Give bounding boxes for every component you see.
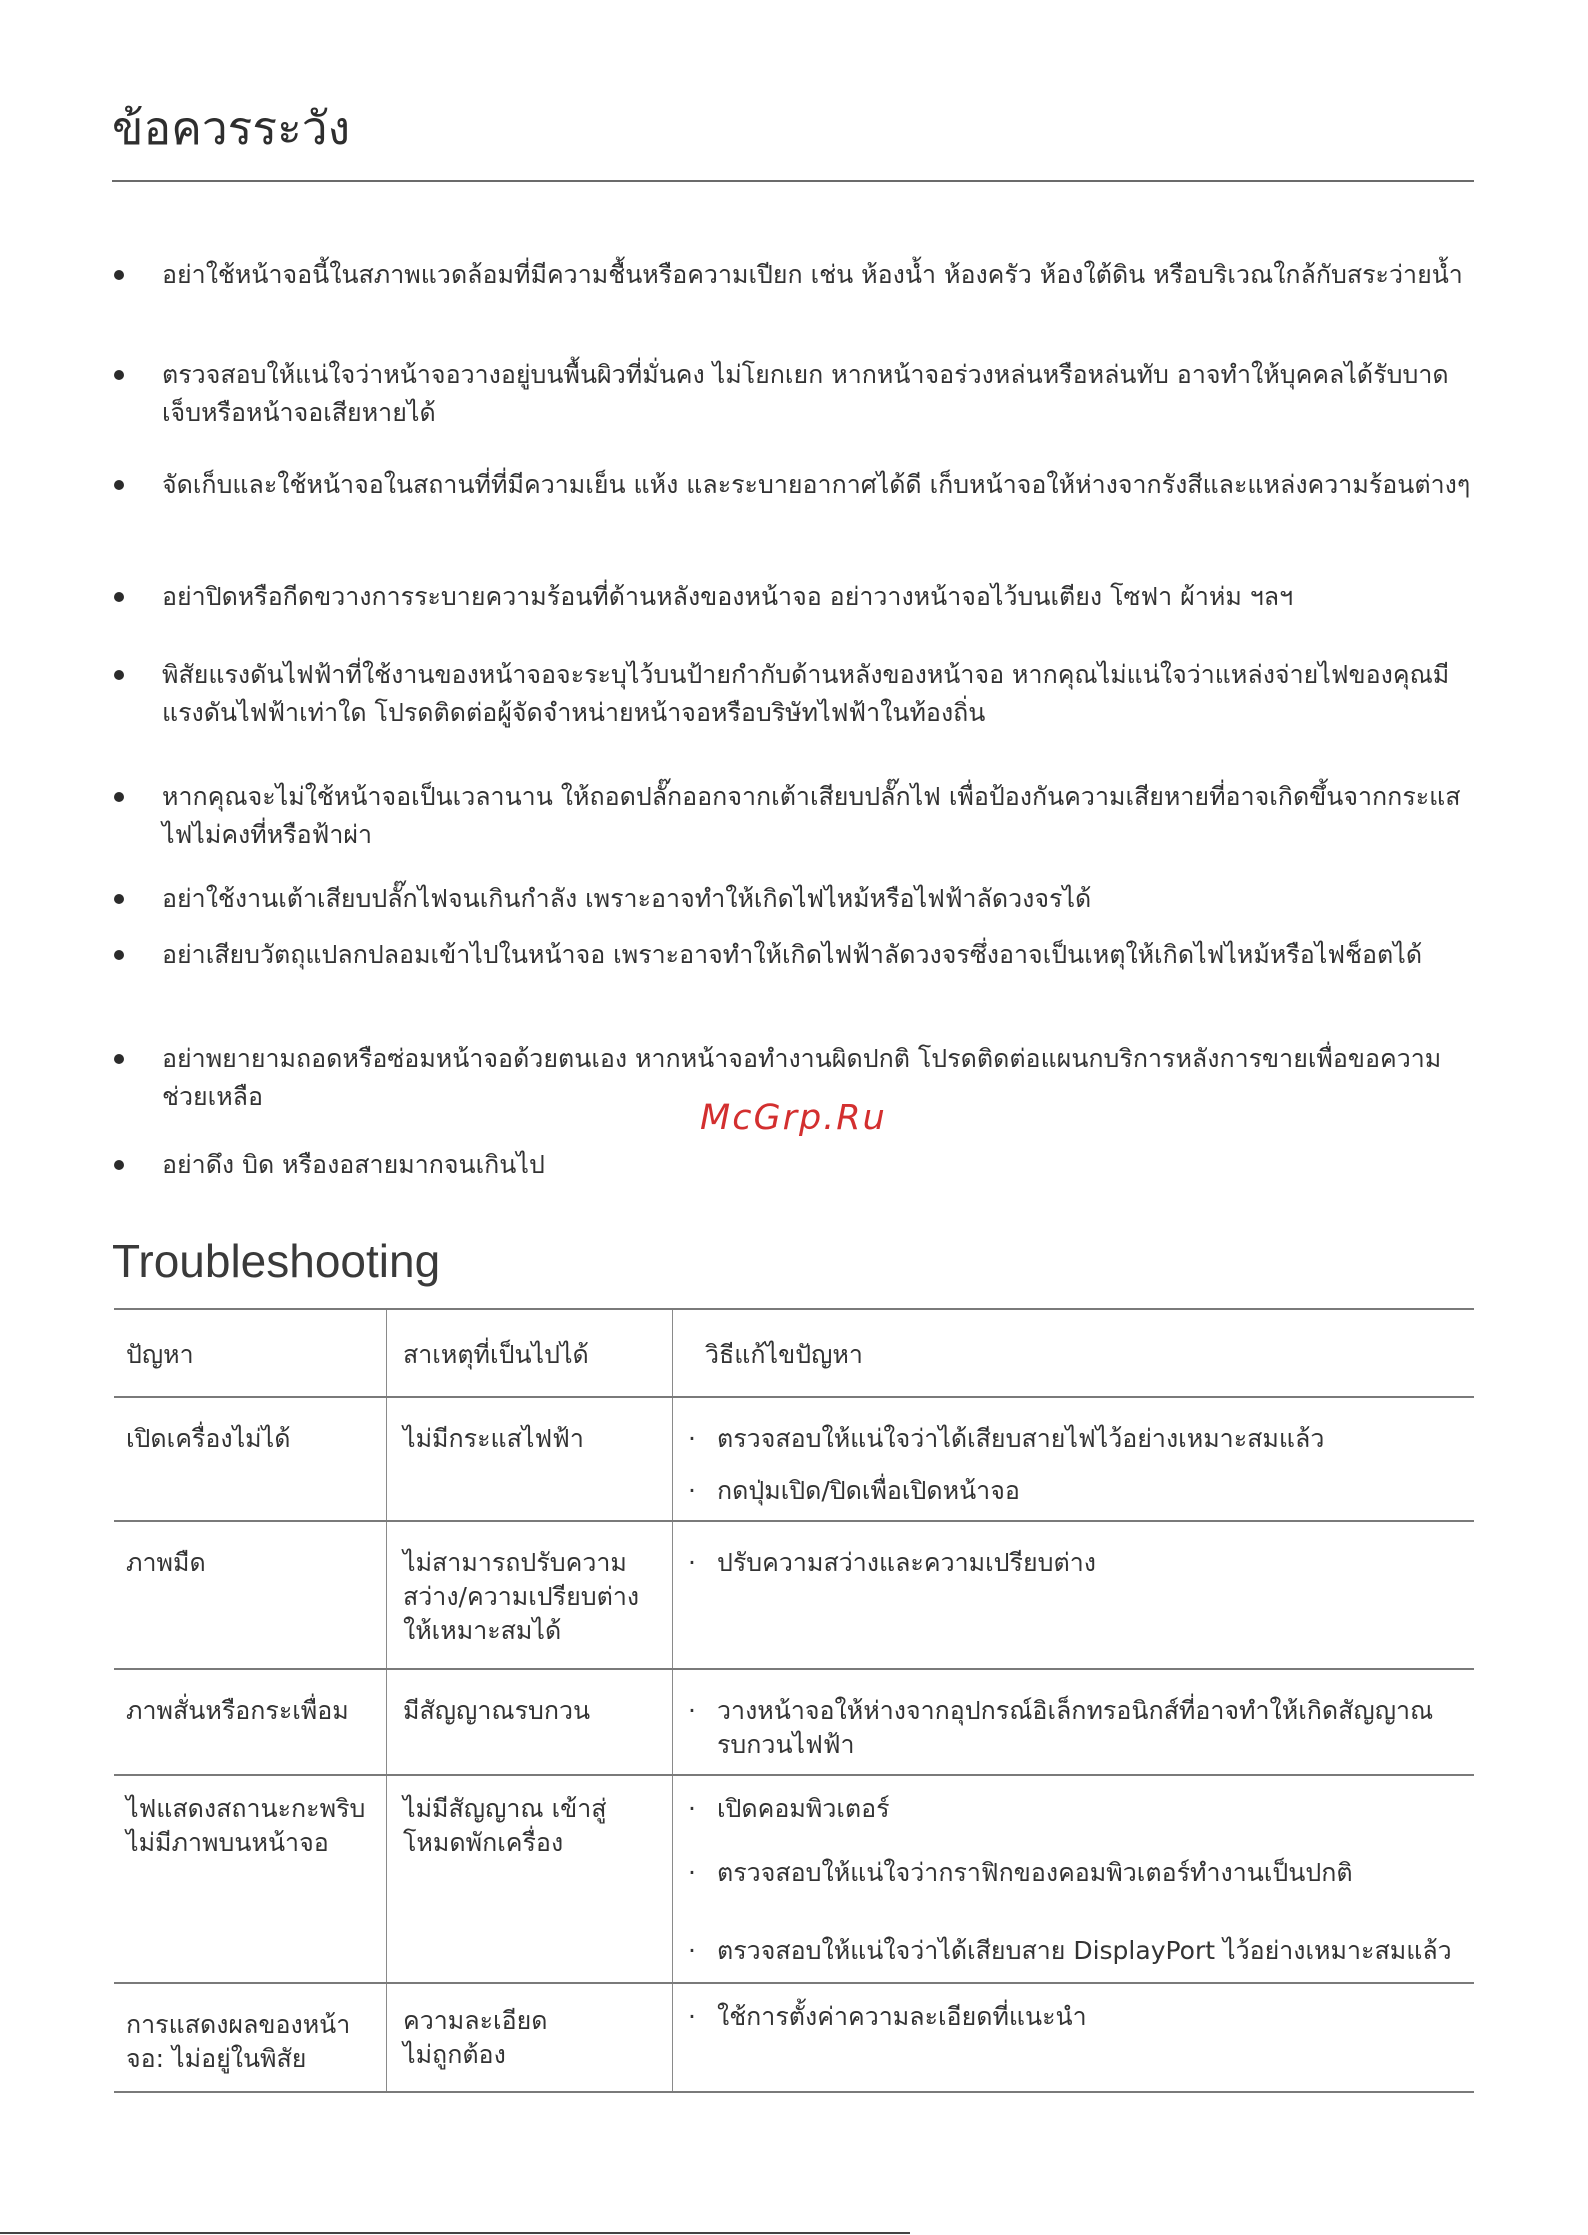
solution-text: กดปุ่มเปิด/ปิดเพื่อเปิดหน้าจอ [717, 1476, 1020, 1505]
caution-heading: ข้อควรระวัง [112, 101, 351, 155]
bullet-icon [114, 670, 124, 680]
solution-cell [672, 1984, 1475, 2093]
cause-text: ไม่มีกระแสไฟฟ้า [403, 1424, 584, 1453]
cause-cell [386, 1522, 673, 1670]
caution-text: อย่าใช้งานเต้าเสียบปลั๊กไฟจนเกินกำลัง เพราะอาจทำให้เกิดไฟไหม้หรือไฟฟ้าลัดวงจรได้ [162, 884, 1092, 913]
bullet-icon [114, 270, 124, 280]
bullet-icon: · [688, 1696, 696, 1725]
table-header-row [114, 1308, 1474, 1398]
problem-text: ภาพมืด [126, 1548, 206, 1577]
page-bottom-rule [0, 2232, 910, 2234]
troubleshooting-heading: Troubleshooting [112, 1235, 441, 1287]
bullet-icon: · [688, 1858, 696, 1887]
bullet-icon [114, 592, 124, 602]
bullet-icon [114, 1160, 124, 1170]
caution-text: อย่าปิดหรือกีดขวางการระบายความร้อนที่ด้านหลังของหน้าจอ อย่าวางหน้าจอไว้บนเตียง โซฟา ผ้าห่ม ฯลฯ [162, 582, 1294, 611]
problem-text: ภาพสั่นหรือกระเพื่อม [126, 1696, 349, 1725]
watermark: McGrp.Ru [700, 1098, 887, 1138]
caution-text: หากคุณจะไม่ใช้หน้าจอเป็นเวลานาน ให้ถอดปลั๊กออกจากเต้าเสียบปลั๊กไฟ เพื่อป้องกันความเสียหายที่อาจเกิดขึ้นจากกระแสไฟไม่คงที่หรือฟ้าผ่า [162, 782, 1461, 849]
solution-text: เปิดคอมพิวเตอร์ [717, 1794, 890, 1823]
cause-text: ไม่สามารถปรับความสว่าง/ความเปรียบต่างให้เหมาะสมได้ [403, 1548, 640, 1645]
cause-text: มีสัญญาณรบกวน [403, 1696, 591, 1725]
header-cause: สาเหตุที่เป็นไปได้ [403, 1340, 589, 1369]
header-cell [386, 1310, 673, 1398]
solution-cell [672, 1522, 1475, 1670]
caution-text: อย่าเสียบวัตถุแปลกปลอมเข้าไปในหน้าจอ เพราะอาจทำให้เกิดไฟฟ้าลัดวงจรซึ่งอาจเป็นเหตุให้เกิดไฟไหม้หรือไฟช็อตได้ [162, 940, 1423, 969]
bullet-icon [114, 1054, 124, 1064]
bullet-icon [114, 480, 124, 490]
table-row [114, 1774, 1474, 1984]
bullet-icon [114, 370, 124, 380]
bullet-icon [114, 894, 124, 904]
problem-text: เปิดเครื่องไม่ได้ [126, 1424, 291, 1453]
solution-text: วางหน้าจอให้ห่างจากอุปกรณ์อิเล็กทรอนิกส์ที่อาจทำให้เกิดสัญญาณรบกวนไฟฟ้า [717, 1696, 1434, 1759]
bullet-icon: · [688, 1424, 696, 1453]
cause-text: ไม่มีสัญญาณ เข้าสู่โหมดพักเครื่อง [403, 1794, 607, 1857]
cause-cell [386, 1398, 673, 1522]
caution-text: อย่าใช้หน้าจอนี้ในสภาพแวดล้อมที่มีความชื้นหรือความเปียก เช่น ห้องน้ำ ห้องครัว ห้องใต้ดิน หรือบริเวณใกล้กับสระว่ายน้ำ [162, 260, 1463, 289]
solution-cell [672, 1776, 1475, 1984]
problem-cell [114, 1984, 386, 2093]
problem-text: การแสดงผลของหน้าจอ: ไม่อยู่ในพิสัย [126, 2010, 351, 2073]
bullet-icon: · [688, 1936, 696, 1965]
bullet-icon: · [688, 2002, 696, 2031]
cause-text: ความละเอียด ไม่ถูกต้อง [403, 2006, 548, 2069]
solution-cell [672, 1670, 1475, 1776]
table-row [114, 1520, 1474, 1670]
header-cell [114, 1310, 386, 1398]
problem-text: ไฟแสดงสถานะกะพริบ ไม่มีภาพบนหน้าจอ [126, 1794, 366, 1857]
problem-cell [114, 1776, 386, 1984]
cause-cell [386, 1984, 673, 2093]
solution-text: ตรวจสอบให้แน่ใจว่าได้เสียบสายไฟไว้อย่างเหมาะสมแล้ว [717, 1424, 1325, 1453]
table-bottom-rule [114, 2091, 1474, 2093]
caution-text: อย่าดึง บิด หรืองอสายมากจนเกินไป [162, 1150, 545, 1179]
bullet-icon [114, 950, 124, 960]
header-cell [672, 1310, 1475, 1398]
caution-text: จัดเก็บและใช้หน้าจอในสถานที่ที่มีความเย็น แห้ง และระบายอากาศได้ดี เก็บหน้าจอให้ห่างจากรังสีและแหล่งความร้อนต่างๆ [162, 470, 1471, 499]
table-row [114, 1396, 1474, 1522]
solution-text: ใช้การตั้งค่าความละเอียดที่แนะนำ [717, 2002, 1087, 2031]
problem-cell [114, 1670, 386, 1776]
solution-text: ตรวจสอบให้แน่ใจว่ากราฟิกของคอมพิวเตอร์ทำงานเป็นปกติ [717, 1858, 1353, 1887]
caution-text: ตรวจสอบให้แน่ใจว่าหน้าจอวางอยู่บนพื้นผิวที่มั่นคง ไม่โยกเยก หากหน้าจอร่วงหล่นหรือหล่นทับ อาจทำให้บุคคลได้รับบาดเจ็บหรือหน้าจอเสียหายได้ [162, 360, 1449, 427]
cause-cell [386, 1776, 673, 1984]
bullet-icon: · [688, 1476, 696, 1505]
table-row [114, 1982, 1474, 2093]
caution-text: อย่าพยายามถอดหรือซ่อมหน้าจอด้วยตนเอง หากหน้าจอทำงานผิดปกติ โปรดติดต่อแผนกบริการหลังการขายเพื่อขอความช่วยเหลือ [162, 1044, 1442, 1111]
cause-cell [386, 1670, 673, 1776]
header-problem: ปัญหา [126, 1340, 194, 1369]
heading-divider [112, 180, 1474, 182]
bullet-icon: · [688, 1548, 696, 1577]
problem-cell [114, 1522, 386, 1670]
table-row [114, 1668, 1474, 1776]
header-solution: วิธีแก้ไขปัญหา [705, 1340, 863, 1369]
solution-cell [672, 1398, 1475, 1522]
caution-text: พิสัยแรงดันไฟฟ้าที่ใช้งานของหน้าจอจะระบุไว้บนป้ายกำกับด้านหลังของหน้าจอ หากคุณไม่แน่ใจว่าแหล่งจ่ายไฟของคุณมีแรงดันไฟฟ้าเท่าใด โปรดติดต่อผู้จัดจำหน่ายหน้าจอหรือบริษัทไฟฟ้าในท้องถิ่น [162, 660, 1450, 727]
solution-text: ปรับความสว่างและความเปรียบต่าง [717, 1548, 1096, 1577]
bullet-icon [114, 792, 124, 802]
solution-text: ตรวจสอบให้แน่ใจว่าได้เสียบสาย DisplayPort ไว้อย่างเหมาะสมแล้ว [717, 1936, 1452, 1965]
bullet-icon: · [688, 1794, 696, 1823]
problem-cell [114, 1398, 386, 1522]
